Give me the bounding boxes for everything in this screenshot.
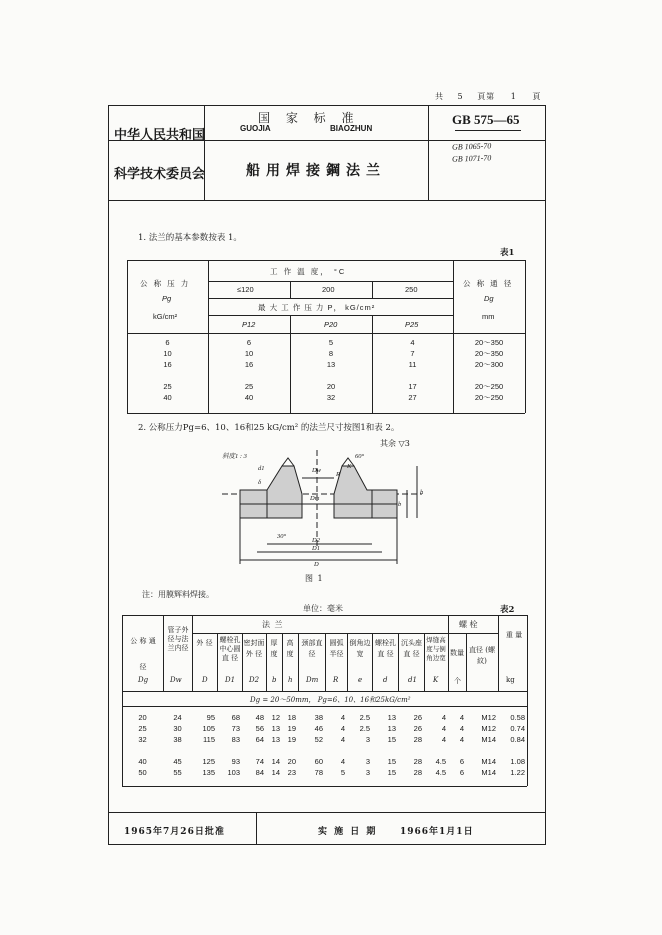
t2-h-dw-sym: Dw [170, 676, 182, 684]
t2-col-2: 密封面外 径 [243, 639, 265, 658]
code-underline [455, 130, 521, 131]
t1-sym-0: P12 [242, 320, 256, 329]
table-row: 25 25 20 17 20～250 [163, 382, 504, 391]
fig-d1-big: D1 [312, 545, 320, 552]
issuer-line2: 科学技术委员会 [114, 167, 206, 182]
t2-sym-4: h [288, 676, 293, 684]
t2-sym-3: b [272, 676, 277, 684]
t2-h-dw: 管子外径与法兰内径 [167, 626, 189, 652]
t2-h-bolt: 螺 栓 [459, 620, 478, 629]
table1-label: 表1 [500, 248, 515, 258]
standard-title: 国 家 标 准 [258, 111, 360, 125]
t2-sym-11: 个 [454, 677, 461, 685]
table-row: 50 55 135 103 84 14 23 78 5 3 15 28 4.5 6 M14 1.22 [138, 768, 525, 777]
t2-sym-10: K [433, 676, 439, 684]
fig-delta: δ [258, 479, 262, 486]
approval-date: 1965年7月26日批准 [124, 827, 225, 837]
fig-slope: 斜度1 : 3 [222, 453, 247, 460]
pinyin-biaozhun: BIAOZHUN [330, 124, 373, 133]
fig-k: K [347, 463, 352, 470]
fig-dm: Dm [310, 495, 320, 502]
handwritten-note-2: GB 1071-70 [451, 153, 492, 164]
t1-h-temp: 工 作 温 度， °C [270, 267, 347, 276]
t1-temp-0: ≤120 [237, 285, 254, 294]
figure-caption: 图 1 [305, 574, 324, 583]
t1-h-pressure: 公 称 压 力 [140, 279, 191, 288]
t2-col-12: 直径 (螺紋) [469, 646, 495, 665]
t1-h-pressure-sym: Pg [162, 294, 172, 303]
t2-sym-0: D [202, 676, 208, 684]
section1-text: 1. 法兰的基本参数按表 1。 [138, 233, 242, 243]
t1-sym-1: P20 [324, 320, 338, 329]
fig-30deg: 30° [277, 533, 287, 540]
t2-col-8: 螺栓孔直 径 [375, 639, 396, 658]
header-divider-left [204, 105, 205, 200]
table1-body [127, 337, 525, 403]
t1-h-dn-sym: Dg [484, 294, 494, 303]
standard-code: GB 575—65 [452, 112, 520, 127]
t1-h-dn-unit: mm [482, 312, 495, 321]
note-text: 注：用膜辉料焊接。 [142, 590, 214, 599]
t2-sym-6: R [333, 676, 339, 684]
t2-sym-2: D2 [249, 676, 260, 684]
fig-h: h [420, 489, 424, 496]
t2-h-dg: 公 称 通 径 [130, 637, 156, 671]
header-divider-right [428, 105, 429, 200]
t1-h-pressure-unit: kG/cm² [153, 312, 178, 321]
t2-sym-9: d1 [408, 676, 417, 684]
table2-body [122, 712, 527, 778]
effective-date: 1966年1月1日 [400, 827, 474, 837]
t2-h-weight: 重 量 [505, 631, 523, 639]
table-row: 6 6 5 4 20～350 [165, 338, 504, 347]
issuer-line1: 中华人民共和国 [114, 128, 206, 143]
t2-sym-1: D1 [225, 676, 236, 684]
table2-label: 表2 [500, 605, 515, 615]
t2-col-11: 数量 [450, 649, 464, 657]
page-info: 共 5 頁第 1 頁 [435, 92, 542, 101]
table2-unit: 单位：毫米 [303, 604, 343, 613]
t2-col-10: 焊缝高度与倒角边宽 [426, 636, 446, 662]
surface-finish-note: 其余 ▽3 [380, 439, 410, 448]
t2-h-weight-unit: kg [506, 676, 515, 684]
effective-label: 实 施 日 期 [318, 827, 378, 837]
t2-col-3: 厚 度 [270, 639, 278, 658]
table-row: 25 30 105 73 56 13 19 46 4 2.5 13 26 4 4 M12 0.74 [138, 724, 525, 733]
t2-col-9: 沉头座直 径 [401, 639, 422, 658]
t1-temp-2: 250 [405, 285, 418, 294]
handwritten-note-1: GB 1065-70 [451, 141, 492, 152]
t2-subtitle: Dg = 20～50mm， Pg=6、10、16和25kG/cm² [250, 696, 411, 704]
t2-sym-7: e [358, 676, 363, 684]
t2-col-4: 高 度 [286, 639, 294, 658]
fig-d1: d1 [258, 465, 265, 472]
flange-drawing [222, 448, 432, 573]
header-divider-bottom [108, 200, 546, 201]
t2-col-7: 倒角边宽 [349, 639, 371, 658]
t2-col-5: 颈部直径 [301, 639, 323, 658]
fig-angle: 60° [355, 453, 365, 460]
table-row: 20 24 95 68 48 12 18 38 4 2.5 13 26 4 4 M12 0.58 [138, 713, 525, 722]
t1-h-max: 最 大 工 作 压 力 P， kG/cm² [258, 303, 376, 312]
fig-dw: Dw [312, 467, 322, 474]
t2-sym-5: Dm [306, 676, 319, 684]
t2-h-dg-sym: Dg [138, 676, 149, 684]
table-row: 10 10 8 7 20～350 [163, 349, 504, 358]
fig-d: D [314, 561, 319, 568]
footer-divider [108, 812, 546, 813]
fig-r: R [336, 471, 340, 478]
t2-col-0: 外 径 [196, 639, 213, 647]
t1-temp-1: 200 [322, 285, 335, 294]
t1-sym-2: P25 [405, 320, 419, 329]
t1-h-dn: 公 称 通 径 [463, 279, 514, 288]
t2-sym-8: d [383, 676, 388, 684]
fig-d2: D2 [312, 537, 320, 544]
t2-col-1: 螺栓孔中心圆直 径 [219, 636, 241, 662]
t2-h-flange: 法 兰 [262, 620, 284, 629]
pinyin-guojia: GUOJIA [240, 124, 271, 133]
table-row: 40 45 125 93 74 14 20 60 4 3 15 28 4.5 6 M14 1.08 [138, 757, 525, 766]
table-row: 40 40 32 27 20～250 [163, 393, 504, 402]
section2-text: 2. 公称压力Pg=6、10、16和25 kG/cm² 的法兰尺寸按图1和表 2。 [138, 423, 400, 433]
footer-vdivider [256, 812, 257, 845]
fig-b: b [398, 501, 402, 508]
table-row: 16 16 13 11 20～300 [163, 360, 504, 369]
t2-col-6: 圆弧半径 [329, 639, 344, 658]
table-row: 32 38 115 83 64 13 19 52 4 3 15 28 4 4 M14 0.84 [138, 735, 525, 744]
standard-name: 船用焊接鋼法兰 [246, 163, 386, 179]
